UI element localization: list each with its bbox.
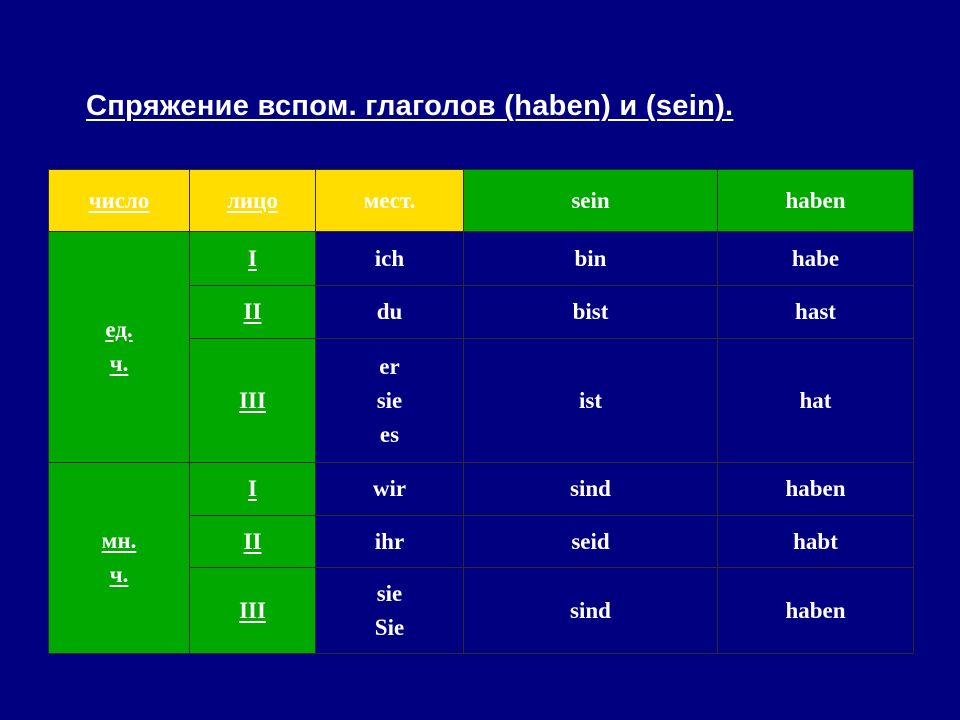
pronoun-cell [316,339,464,463]
header-haben: haben [718,170,914,232]
haben-cell: hat [718,339,914,463]
header-number[interactable]: число [49,170,190,232]
haben-cell: haben [718,568,914,654]
sein-cell: sind [464,568,718,654]
conjugation-table [48,169,914,654]
number-label[interactable]: мн. [101,528,137,553]
person-cell[interactable]: I [190,232,316,286]
number-cell-plural [49,463,190,654]
table-row [49,232,914,286]
sein-cell: sind [464,463,718,516]
number-cell-singular [49,232,190,463]
pronoun-cell [316,568,464,654]
person-cell[interactable]: II [190,516,316,568]
pronoun-line: es [379,421,400,447]
header-person[interactable]: лицо [190,170,316,232]
sein-cell: seid [464,516,718,568]
pronoun-cell: wir [316,463,464,516]
header-sein: sein [464,170,718,232]
header-row [49,170,914,232]
haben-cell: haben [718,463,914,516]
pronoun-line: sie [376,580,403,606]
number-label[interactable]: ч. [109,351,129,376]
pronoun-cell: ihr [316,516,464,568]
sein-cell: bist [464,286,718,339]
pronoun-cell: ich [316,232,464,286]
number-label[interactable]: ед. [105,317,133,342]
haben-cell: habt [718,516,914,568]
pronoun-line: er [379,353,400,379]
haben-cell: habe [718,232,914,286]
haben-cell: hast [718,286,914,339]
person-cell[interactable]: II [190,286,316,339]
person-cell[interactable]: III [190,339,316,463]
person-cell[interactable]: III [190,568,316,654]
page-title: Спряжение вспом. глаголов (haben) и (sein). [86,90,734,122]
number-label[interactable]: ч. [109,562,129,587]
sein-cell: ist [464,339,718,463]
pronoun-cell: du [316,286,464,339]
pronoun-line: sie [376,387,403,413]
person-cell[interactable]: I [190,463,316,516]
sein-cell: bin [464,232,718,286]
pronoun-line: Sie [374,614,405,640]
table-row [49,463,914,516]
header-pronoun: мест. [316,170,464,232]
